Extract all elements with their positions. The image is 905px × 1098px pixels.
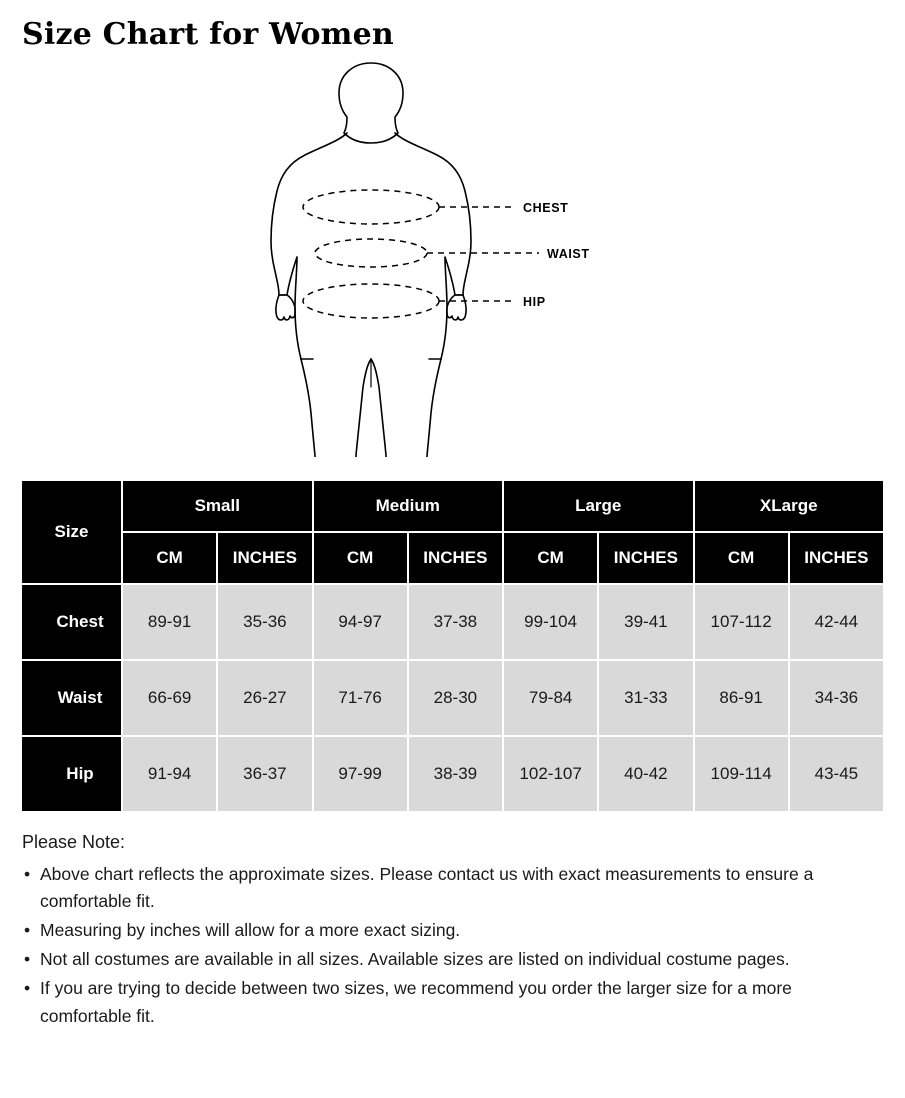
- table-row: [21, 736, 884, 812]
- row-label-chest: Chest: [21, 584, 122, 660]
- cell-hip-large-inches: 40-42: [598, 736, 693, 812]
- cell-waist-small-inches: 26-27: [217, 660, 312, 736]
- female-body-diagram: [243, 57, 663, 457]
- table-row: [21, 660, 884, 736]
- row-label-waist: Waist: [21, 660, 122, 736]
- unit-xlarge-cm: CM: [694, 532, 789, 584]
- column-group-small: Small: [122, 480, 313, 532]
- unit-small-cm: CM: [122, 532, 217, 584]
- column-group-large: Large: [503, 480, 694, 532]
- list-item: • Not all costumes are available in all sizes. Available sizes are listed on individual costume pages.: [24, 946, 885, 973]
- unit-xlarge-inches: INCHES: [789, 532, 884, 584]
- cell-waist-small-cm: 66-69: [122, 660, 217, 736]
- list-item: • Measuring by inches will allow for a more exact sizing.: [24, 917, 885, 944]
- cell-chest-large-cm: 99-104: [503, 584, 598, 660]
- cell-chest-medium-cm: 94-97: [313, 584, 408, 660]
- cell-waist-xlarge-cm: 86-91: [694, 660, 789, 736]
- hip-ellipse: [303, 284, 439, 318]
- unit-medium-inches: INCHES: [408, 532, 503, 584]
- notes-section: [20, 829, 885, 1030]
- notes-list: [20, 861, 885, 1030]
- table-header-groups: [21, 480, 884, 532]
- cell-hip-xlarge-inches: 43-45: [789, 736, 884, 812]
- column-group-xlarge: XLarge: [694, 480, 885, 532]
- list-item: • Above chart reflects the approximate sizes. Please contact us with exact measurements to ensure a comfortable fit.: [24, 861, 885, 915]
- cell-hip-medium-inches: 38-39: [408, 736, 503, 812]
- waist-ellipse: [315, 239, 427, 267]
- unit-small-inches: INCHES: [217, 532, 312, 584]
- cell-hip-small-cm: 91-94: [122, 736, 217, 812]
- cell-hip-medium-cm: 97-99: [313, 736, 408, 812]
- cell-waist-large-cm: 79-84: [503, 660, 598, 736]
- chest-label: CHEST: [522, 201, 568, 215]
- waist-label: WAIST: [546, 247, 590, 261]
- cell-chest-xlarge-inches: 42-44: [789, 584, 884, 660]
- size-table: [20, 479, 885, 813]
- table-row: [21, 584, 884, 660]
- table-header-units: [21, 532, 884, 584]
- unit-medium-cm: CM: [313, 532, 408, 584]
- cell-chest-small-cm: 89-91: [122, 584, 217, 660]
- hip-label: HIP: [522, 295, 546, 309]
- body-measurement-figure: [20, 57, 885, 467]
- notes-heading: Please Note:: [22, 832, 126, 852]
- cell-waist-medium-inches: 28-30: [408, 660, 503, 736]
- unit-large-cm: CM: [503, 532, 598, 584]
- cell-waist-medium-cm: 71-76: [313, 660, 408, 736]
- cell-hip-large-cm: 102-107: [503, 736, 598, 812]
- chest-ellipse: [303, 190, 439, 224]
- cell-hip-xlarge-cm: 109-114: [694, 736, 789, 812]
- unit-large-inches: INCHES: [598, 532, 693, 584]
- size-chart-page: [0, 18, 905, 1098]
- cell-chest-small-inches: 35-36: [217, 584, 312, 660]
- cell-waist-large-inches: 31-33: [598, 660, 693, 736]
- list-item: • If you are trying to decide between two sizes, we recommend you order the larger size for a more comfortable fit.: [24, 975, 885, 1029]
- cell-chest-large-inches: 39-41: [598, 584, 693, 660]
- cell-waist-xlarge-inches: 34-36: [789, 660, 884, 736]
- cell-chest-xlarge-cm: 107-112: [694, 584, 789, 660]
- table-corner-size: Size: [21, 480, 122, 584]
- row-label-hip: Hip: [21, 736, 122, 812]
- column-group-medium: Medium: [313, 480, 504, 532]
- cell-chest-medium-inches: 37-38: [408, 584, 503, 660]
- page-title: Size Chart for Women: [22, 17, 394, 52]
- cell-hip-small-inches: 36-37: [217, 736, 312, 812]
